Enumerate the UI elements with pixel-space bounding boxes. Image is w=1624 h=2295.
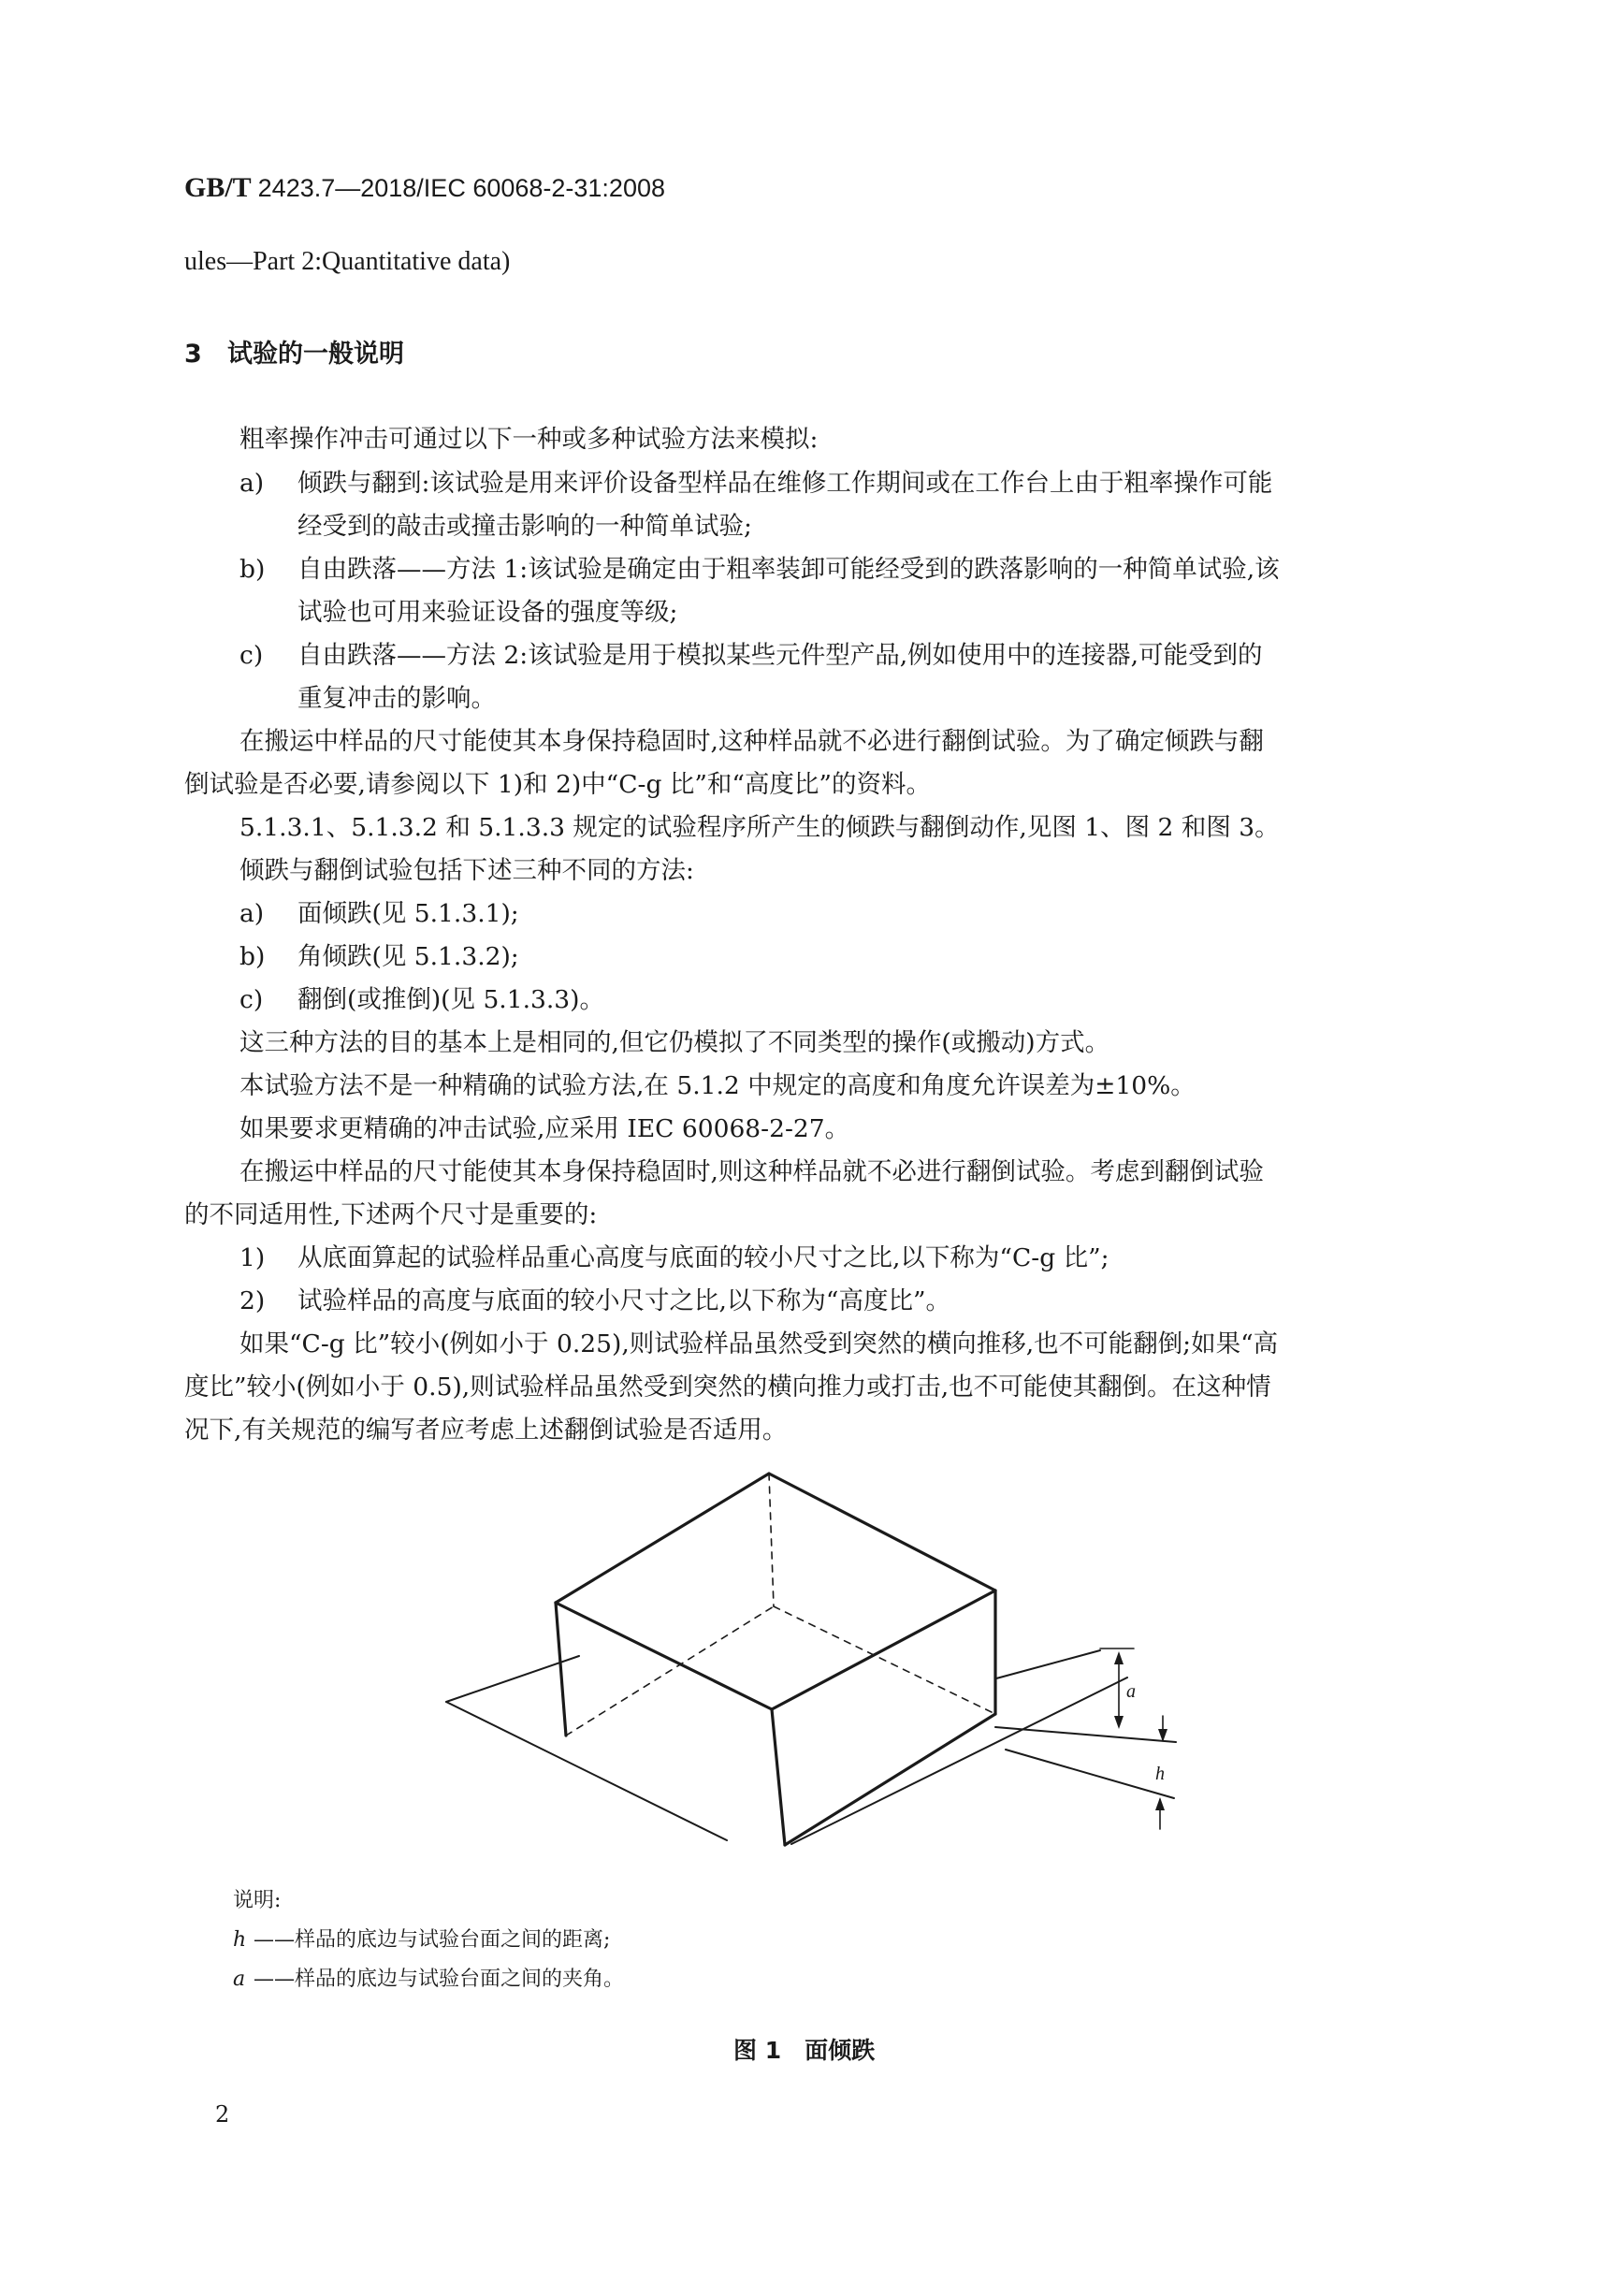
page-number: 2 xyxy=(215,2101,230,2128)
list-label: a) xyxy=(239,899,265,928)
list-label: 2) xyxy=(239,1286,266,1315)
legend-title: 说明: xyxy=(233,1889,282,1912)
paragraph-8-line-2: 度比”较小(例如小于 0.5),则试验样品虽然受到突然的横向推力或打击,也不可能使其翻倒。在这种情 xyxy=(184,1373,1271,1402)
list-text: 试验样品的高度与底面的较小尺寸之比,以下称为“高度比”。 xyxy=(297,1286,951,1315)
list-label: c) xyxy=(239,985,264,1014)
paragraph-7-line-1: 在搬运中样品的尺寸能使其本身保持稳固时,则这种样品就不必进行翻倒试验。考虑到翻倒试验 xyxy=(239,1157,1264,1186)
legend-text: ——样品的底边与试验台面之间的距离; xyxy=(254,1928,611,1952)
continuation-text: ules—Part 2:Quantitative data) xyxy=(184,247,511,276)
paragraph-8-line-1: 如果“C-g 比”较小(例如小于 0.25),则试验样品虽然受到突然的横向推移,也不可能翻倒;如果“高 xyxy=(239,1329,1279,1358)
list-label: b) xyxy=(239,555,266,584)
list-text: 翻倒(或推倒)(见 5.1.3.3)。 xyxy=(297,985,604,1014)
list-text: 角倾跌(见 5.1.3.2); xyxy=(297,942,519,971)
intro-paragraph: 粗率操作冲击可通过以下一种或多种试验方法来模拟: xyxy=(239,425,819,454)
paragraph-3: 倾跌与翻倒试验包括下述三种不同的方法: xyxy=(239,856,694,885)
paragraph-1-line-2: 倒试验是否必要,请参阅以下 1)和 2)中“C-g 比”和“高度比”的资料。 xyxy=(184,770,931,799)
paragraph-7-line-2: 的不同适用性,下述两个尺寸是重要的: xyxy=(184,1200,598,1229)
table-line-right xyxy=(791,1678,1127,1844)
legend-symbol: h xyxy=(233,1928,247,1952)
legend-item-a xyxy=(233,1961,624,1998)
arrow-h-bottom xyxy=(1155,1797,1165,1810)
document-code-number: 2423.7—2018/IEC 60068-2-31:2008 xyxy=(257,174,665,202)
paragraph-8-line-3: 况下,有关规范的编写者应考虑上述翻倒试验是否适用。 xyxy=(184,1416,788,1445)
list-label: b) xyxy=(239,942,266,971)
section-title: 试验的一般说明 xyxy=(227,340,404,369)
paragraph-4: 这三种方法的目的基本上是相同的,但它仍模拟了不同类型的操作(或搬动)方式。 xyxy=(239,1028,1110,1057)
list-label: a) xyxy=(239,469,265,498)
table-line-far xyxy=(996,1650,1100,1678)
list-label: 1) xyxy=(239,1243,266,1272)
figure-caption: 图 1 面倾跌 xyxy=(733,2037,876,2064)
section-number: 3 xyxy=(184,340,202,369)
paragraph-6: 如果要求更精确的冲击试验,应采用 IEC 60068-2-27。 xyxy=(239,1114,850,1143)
table-line-left-long xyxy=(446,1702,727,1840)
list-label: c) xyxy=(239,641,264,670)
list-text: 自由跌落——方法 1:该试验是确定由于粗率装卸可能经受到的跌落影响的一种简单试验,该 xyxy=(297,555,1280,584)
list1-item-c-cont: 重复冲击的影响。 xyxy=(297,684,496,713)
list-text: 倾跌与翻到:该试验是用来评价设备型样品在维修工作期间或在工作台上由于粗率操作可能 xyxy=(297,469,1273,498)
list-text: 从底面算起的试验样品重心高度与底面的较小尺寸之比,以下称为“C-g 比”; xyxy=(297,1243,1109,1272)
list-text: 面倾跌(见 5.1.3.1); xyxy=(297,899,519,928)
arrow-a-bottom xyxy=(1114,1716,1124,1729)
legend-text: ——样品的底边与试验台面之间的夹角。 xyxy=(254,1968,625,1991)
figure-label-a: a xyxy=(1126,1681,1136,1702)
paragraph-2: 5.1.3.1、5.1.3.2 和 5.1.3.3 规定的试验程序所产生的倾跌与翻倒动作,见图 1、图 2 和图 3。 xyxy=(239,813,1280,842)
document-code-prefix: GB/T xyxy=(184,172,252,203)
paragraph-5: 本试验方法不是一种精确的试验方法,在 5.1.2 中规定的高度和角度允许误差为±10%。 xyxy=(239,1071,1196,1100)
list-text: 自由跌落——方法 2:该试验是用于模拟某些元件型产品,例如使用中的连接器,可能受到的 xyxy=(297,641,1263,670)
list1-item-b-cont: 试验也可用来验证设备的强度等级; xyxy=(297,598,678,627)
arrow-a-top xyxy=(1114,1651,1124,1664)
legend-item-h xyxy=(233,1922,610,1959)
list1-item-a-cont: 经受到的敲击或撞击影响的一种简单试验; xyxy=(297,512,752,541)
figure-label-h: h xyxy=(1155,1764,1165,1784)
paragraph-1-line-1: 在搬运中样品的尺寸能使其本身保持稳固时,这种样品就不必进行翻倒试验。为了确定倾跌与翻 xyxy=(239,727,1264,756)
legend-symbol: a xyxy=(233,1968,246,1991)
